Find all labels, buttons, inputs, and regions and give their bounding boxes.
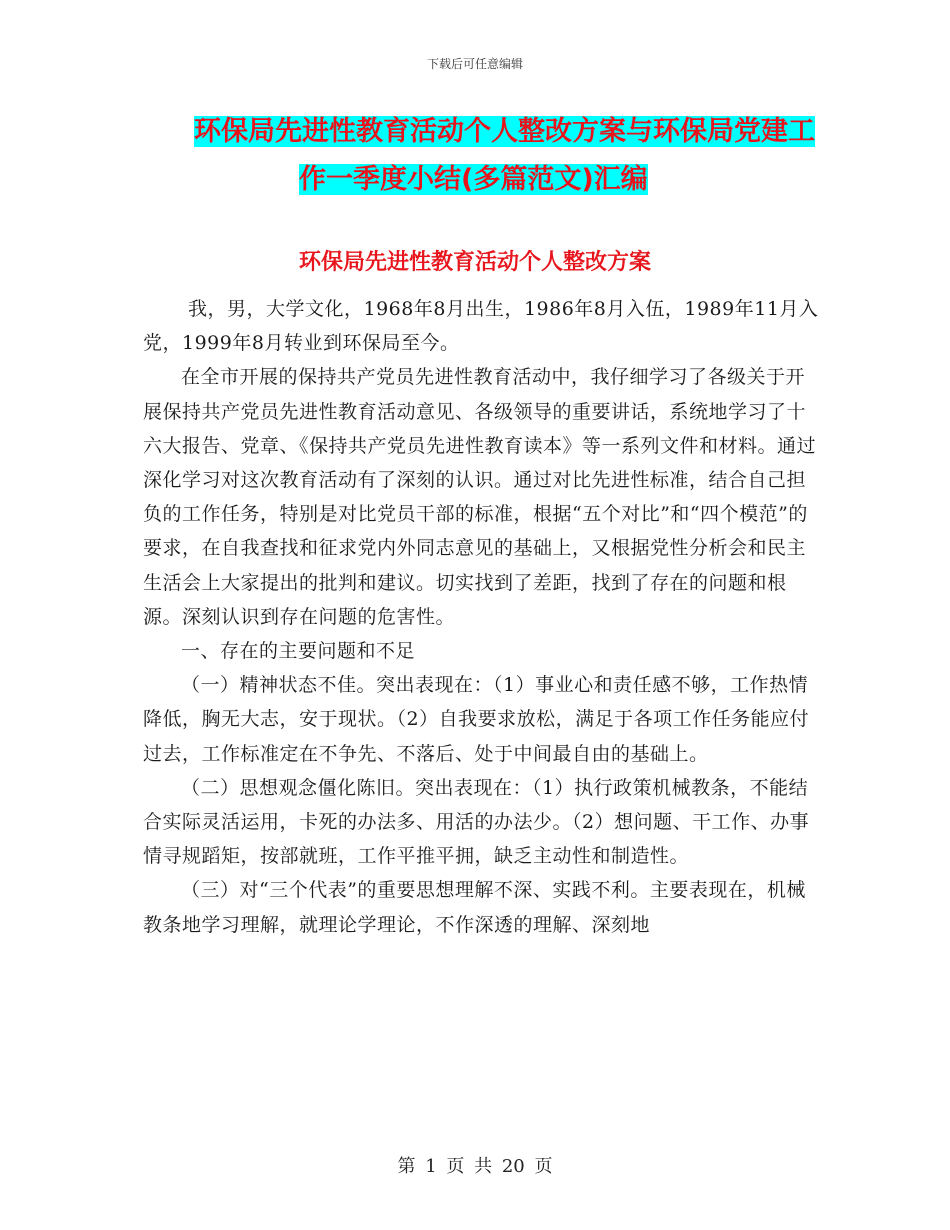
paragraph: 一、存在的主要问题和不足 <box>181 640 416 663</box>
title-line-1: 环保局先进性教育活动个人整改方案与环保局党建工 <box>194 116 815 147</box>
header-note: 下载后可任意编辑 <box>426 57 523 71</box>
title-line-2: 作一季度小结(多篇范文)汇编 <box>299 164 648 195</box>
paragraph: （三）对“三个代表”的重要思想理解不深、实践不利。主要表现在，机械教条地学习理解，就理论学理论，不作深透的理解、深刻地 <box>143 879 806 936</box>
paragraph: 我，男，大学文化，1968年8月出生，1986年8月入伍，1989年11月入党，1999年8月转业到环保局至今。 <box>143 298 819 355</box>
section-title: 环保局先进性教育活动个人整改方案 <box>298 250 651 275</box>
page-footer: 第 1 页 共 20 页 <box>397 1156 553 1177</box>
document-title <box>140 108 840 204</box>
paragraph: （二）思想观念僵化陈旧。突出表现在：（1）执行政策机械教条，不能结合实际灵活运用，卡死的办法多、用活的办法少。（2）想问题、干工作、办事情寻规蹈矩，按部就班，工作平推平拥，缺乏主动性和制造性。 <box>143 776 810 868</box>
document-body <box>143 292 823 942</box>
paragraph: （一）精神状态不佳。突出表现在：（1）事业心和责任感不够，工作热情降低，胸无大志，安于现状。（2）自我要求放松，满足于各项工作任务能应付过去，工作标准定在不争先、不落后、处于中间最自由的基础上。 <box>143 674 810 765</box>
paragraph: 在全市开展的保持共产党员先进性教育活动中，我仔细学习了各级关于开展保持共产党员先进性教育活动意见、各级领导的重要讲话，系统地学习了十六大报告、党章、《保持共产党员先进性教育读本》等一系列文件和材料。通过深化学习对这次教育活动有了深刻的认识。通过对比先进性标准，结合自己担负的工作任务，特别是对比党员干部的标准，根据“五个对比”和“四个模范”的要求，在自我查找和征求党内外同志意见的基础上，又根据党性分析会和民主生活会上大家提出的批判和建议。切实找到了差距，找到了存在的问题和根源。深刻认识到存在问题的危害性。 <box>143 366 817 628</box>
